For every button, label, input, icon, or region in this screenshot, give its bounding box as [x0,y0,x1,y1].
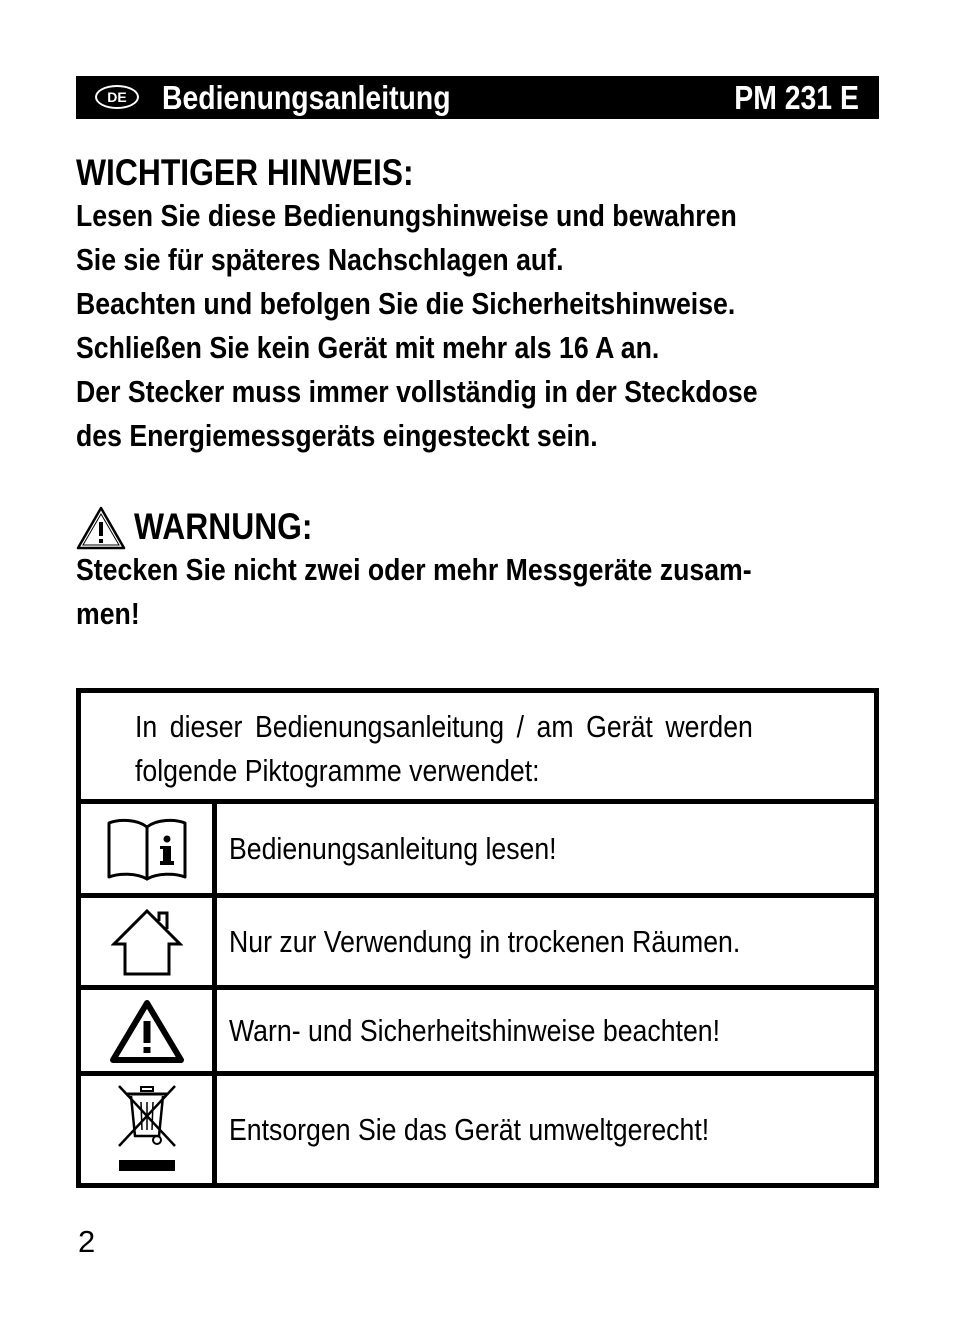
header-bar [76,76,879,119]
important-notice-heading: WICHTIGER HINWEIS: [76,152,414,193]
pictogram-label: Warn- und Sicherheitshinweise beachten! [229,1012,721,1048]
warning-triangle-icon [110,999,184,1063]
crossed-bin-icon [115,1084,179,1176]
table-row [81,799,874,893]
page-number: 2 [78,1224,96,1259]
intro-line: In dieser Bedienungsanleitung / am Gerät werden [135,709,753,744]
pictogram-label: Bedienungsanleitung lesen! [229,830,557,866]
notice-line: Lesen Sie diese Bedienungshinweise und bewahren [76,198,737,233]
notice-line: des Energiemessgeräts eingesteckt sein. [76,418,598,453]
warning-triangle-icon [76,506,126,550]
warning-text [76,548,876,636]
manual-book-icon [105,817,189,881]
pictogram-table [76,688,879,1188]
notice-line: Beachten und befolgen Sie die Sicherheitshinweise. [76,286,736,321]
pictogram-label: Nur zur Verwendung in trockenen Räumen. [229,923,741,959]
table-row [81,1071,874,1183]
warning-line: Stecken Sie nicht zwei oder mehr Messgeräte zusam- [76,552,752,587]
notice-line: Sie sie für späteres Nachschlagen auf. [76,242,564,277]
house-icon [111,908,183,976]
table-row [81,893,874,985]
warning-heading: WARNUNG: [134,506,313,547]
language-badge: DE [95,85,139,109]
table-row [81,985,874,1071]
notice-line: Der Stecker muss immer vollständig in der Steckdose [76,374,758,409]
warning-line: men! [76,596,140,631]
pictogram-intro [135,705,875,793]
model-number: PM 231 E [734,79,859,116]
manual-title: Bedienungsanleitung [162,79,451,116]
intro-line: folgende Piktogramme verwendet: [135,753,540,788]
pictogram-label: Entsorgen Sie das Gerät umweltgerecht! [229,1111,710,1147]
important-notice [76,152,876,458]
notice-line: Schließen Sie kein Gerät mit mehr als 16 A an. [76,330,660,365]
